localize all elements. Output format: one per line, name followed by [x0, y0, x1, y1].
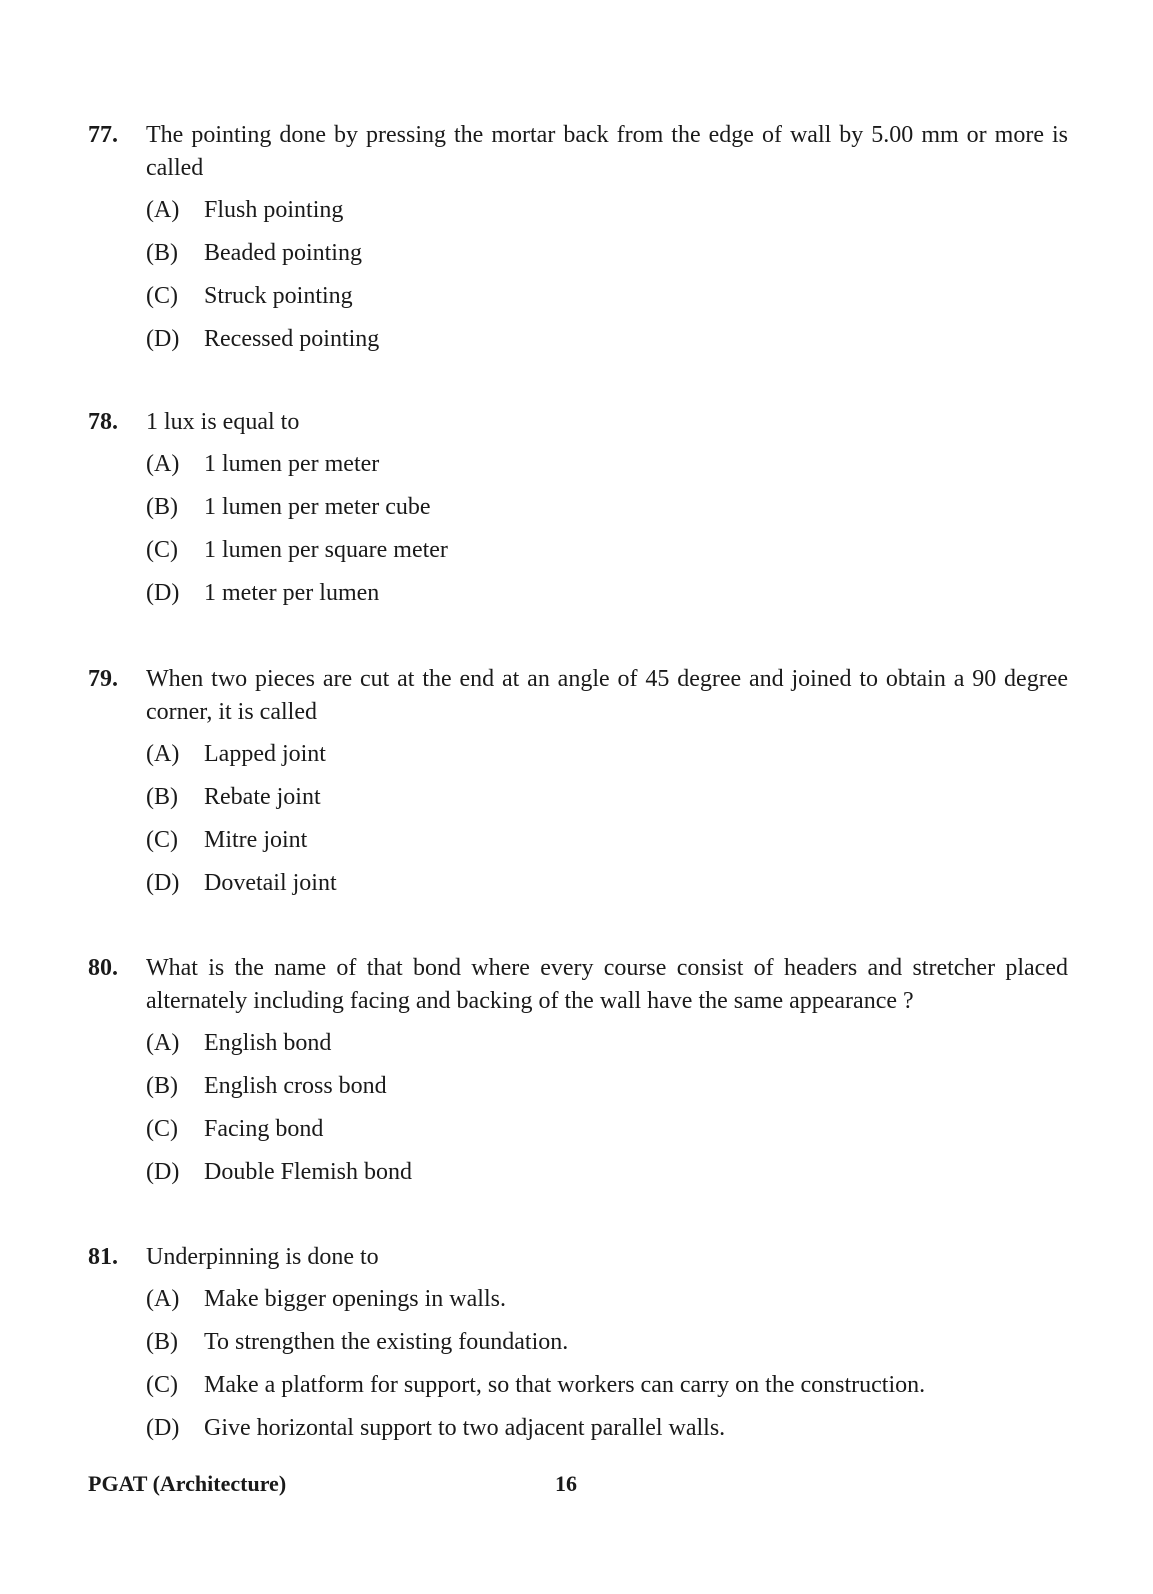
options-list	[88, 738, 1068, 910]
question-number: 77.	[88, 122, 118, 148]
option-text: 1 lumen per meter	[204, 451, 380, 477]
option-a	[146, 448, 1068, 491]
question-number: 81.	[88, 1244, 118, 1270]
question-78	[88, 406, 1068, 620]
option-letter: (C)	[146, 283, 178, 309]
option-text: 1 meter per lumen	[204, 580, 380, 606]
question-text: When two pieces are cut at the end at an angle of 45 degree and joined to obtain a 90 degree corner, it is called	[146, 666, 1068, 725]
option-c	[146, 280, 1068, 323]
question-text: 1 lux is equal to	[146, 409, 300, 435]
option-text: Make a platform for support, so that workers can carry on the construction.	[204, 1372, 926, 1398]
option-a	[146, 1283, 1068, 1326]
option-text: Facing bond	[204, 1116, 324, 1142]
option-c	[146, 1113, 1068, 1156]
option-d	[146, 1412, 1068, 1455]
option-text: Mitre joint	[204, 827, 308, 853]
option-letter: (B)	[146, 1329, 178, 1355]
question-text: Underpinning is done to	[146, 1244, 379, 1270]
option-letter: (D)	[146, 1159, 180, 1185]
option-d	[146, 867, 1068, 910]
options-list	[88, 194, 1068, 366]
option-text: Double Flemish bond	[204, 1159, 412, 1185]
option-text: Dovetail joint	[204, 870, 337, 896]
option-letter: (D)	[146, 1415, 180, 1441]
option-letter: (B)	[146, 494, 178, 520]
options-list	[88, 1283, 1068, 1455]
option-d	[146, 577, 1068, 620]
option-letter: (B)	[146, 240, 178, 266]
footer-exam-name: PGAT (Architecture)	[88, 1471, 287, 1496]
question-number: 79.	[88, 666, 118, 692]
question-79	[88, 663, 1068, 910]
option-text: Struck pointing	[204, 283, 353, 309]
option-letter: (A)	[146, 197, 180, 223]
option-letter: (A)	[146, 1030, 180, 1056]
option-b	[146, 1070, 1068, 1113]
option-letter: (C)	[146, 827, 178, 853]
option-c	[146, 824, 1068, 867]
option-text: Recessed pointing	[204, 326, 380, 352]
option-letter: (D)	[146, 326, 180, 352]
option-letter: (C)	[146, 537, 178, 563]
option-text: Make bigger openings in walls.	[204, 1286, 506, 1312]
option-b	[146, 237, 1068, 280]
option-text: 1 lumen per square meter	[204, 537, 448, 563]
option-letter: (D)	[146, 580, 180, 606]
option-d	[146, 1156, 1068, 1199]
options-list	[88, 1027, 1068, 1199]
option-b	[146, 1326, 1068, 1369]
option-letter: (A)	[146, 741, 180, 767]
option-letter: (B)	[146, 1073, 178, 1099]
option-letter: (C)	[146, 1372, 178, 1398]
option-text: Lapped joint	[204, 741, 326, 767]
question-number: 78.	[88, 409, 118, 435]
option-a	[146, 194, 1068, 237]
option-letter: (C)	[146, 1116, 178, 1142]
option-letter: (A)	[146, 1286, 180, 1312]
page-number: 16	[555, 1471, 577, 1496]
option-a	[146, 738, 1068, 781]
question-text: The pointing done by pressing the mortar back from the edge of wall by 5.00 mm or more is called	[146, 122, 1068, 181]
option-text: Flush pointing	[204, 197, 344, 223]
option-d	[146, 323, 1068, 366]
option-b	[146, 491, 1068, 534]
question-text: What is the name of that bond where every course consist of headers and stretcher placed alternately including facing and backing of the wall have the same appearance ?	[146, 955, 1068, 1014]
option-b	[146, 781, 1068, 824]
option-letter: (B)	[146, 784, 178, 810]
option-text: English cross bond	[204, 1073, 387, 1099]
question-number: 80.	[88, 955, 118, 981]
option-text: Rebate joint	[204, 784, 321, 810]
option-text: Give horizontal support to two adjacent parallel walls.	[204, 1415, 726, 1441]
option-text: Beaded pointing	[204, 240, 362, 266]
option-text: English bond	[204, 1030, 332, 1056]
option-letter: (A)	[146, 451, 180, 477]
options-list	[88, 448, 1068, 620]
option-a	[146, 1027, 1068, 1070]
question-77	[88, 119, 1068, 366]
option-c	[146, 1369, 1068, 1412]
question-81	[88, 1241, 1068, 1455]
question-80	[88, 952, 1068, 1199]
option-c	[146, 534, 1068, 577]
option-letter: (D)	[146, 870, 180, 896]
option-text: To strengthen the existing foundation.	[204, 1329, 569, 1355]
option-text: 1 lumen per meter cube	[204, 494, 431, 520]
